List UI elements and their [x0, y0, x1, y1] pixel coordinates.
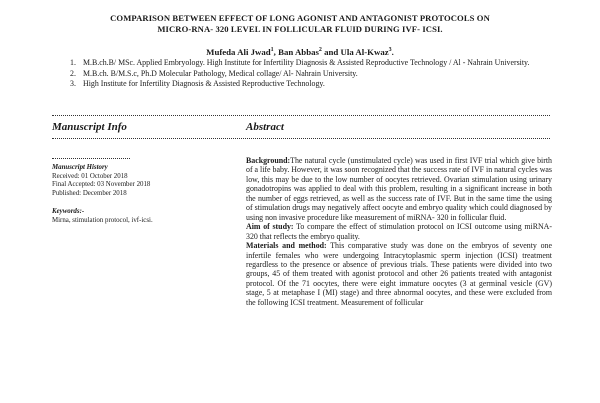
- paper-title: [60, 13, 540, 35]
- affiliation-list: [70, 58, 548, 90]
- affiliation-number: 1.: [70, 58, 76, 67]
- affiliation-text: M.B.ch. B/M.S.c, Ph.D Molecular Pathology, Medical collage/ Al- Nahrain University.: [83, 68, 358, 78]
- author-2: Ban Abbas: [278, 46, 319, 57]
- abstract-background: [246, 156, 552, 222]
- affiliation-item: [70, 58, 548, 69]
- author-3: Ula Al-Kwaz: [340, 46, 389, 57]
- history-label: Manuscript History: [52, 164, 108, 171]
- affiliation-item: [70, 69, 548, 80]
- affiliation-item: [70, 79, 548, 90]
- affiliation-number: 3.: [70, 79, 76, 89]
- methods-label: Materials and method:: [246, 241, 327, 251]
- methods-text: This comparative study was done on the embryos of seventy one infertile females who were undergoing Intracytoplasmic sperm injection (ICSI) treatment regardless to the presence or absence of previous trials. These patients were divided into two groups, 45 of them treated with agonist protocol and other 26 patients treated with antagonist protocol. Of the 71 oocytes, there were eight immature oocytes (3 at germinal vesicle (GV) stage, 5 at metaphase I (MI) stage) and three abnormal oocytes, and these were excluded from the following ICSI treatment. Measurement of follicular: [246, 241, 552, 307]
- keywords-value: Mirna, stimulation protocol, ivf-icsi.: [52, 216, 153, 224]
- section-divider-top: [52, 115, 550, 116]
- section-divider-bottom: [52, 138, 550, 139]
- abstract-methods: [246, 241, 552, 307]
- background-label: Background:: [246, 156, 291, 165]
- author-1: Mufeda Ali Jwad: [206, 46, 271, 57]
- author-list: Mufeda Ali Jwad$^1$, Ban Abbas$^2$ and Ula Al-Kwaz$^3$.: [206, 46, 394, 57]
- aim-text: To compare the effect of stimulation protocol on ICSI outcome using miRNA- 320 that reflects the embryo quality.: [246, 222, 553, 241]
- title-line-2: MICRO-RNA- 320 LEVEL IN FOLLICULAR FLUID DURING IVF- ICSI.: [157, 24, 443, 34]
- affiliation-text: High Institute for Infertility Diagnosis & Assisted Reproductive Technology.: [83, 79, 325, 89]
- affiliation-number: 2.: [70, 68, 76, 78]
- author-separator-2: and: [321, 46, 341, 57]
- info-dotted-divider: [52, 158, 130, 159]
- title-line-1: COMPARISON BETWEEN EFFECT OF LONG AGONIST AND ANTAGONIST PROTOCOLS ON: [110, 13, 490, 23]
- keywords-label: Keywords:-: [52, 208, 85, 216]
- author-separator-1: ,: [273, 46, 279, 57]
- author-3-affil: 3: [388, 47, 392, 53]
- abstract-aim: [246, 222, 552, 241]
- manuscript-info-heading: Manuscript Info: [52, 121, 127, 133]
- manuscript-info-panel: [52, 158, 232, 226]
- aim-label: Aim of study:: [246, 222, 294, 232]
- author-1-affil: 1: [270, 47, 274, 53]
- accepted-date: Final Accepted: 03 November 2018: [52, 181, 151, 189]
- affiliation-text: M.B.ch.B/ MSc. Applied Embryology. High Institute for Infertility Diagnosis & Assisted Reproductive Technology / Al - Nahrain University.: [83, 58, 530, 67]
- published-date: Published: December 2018: [52, 189, 127, 197]
- background-text: The natural cycle (unstimulated cycle) was used in first IVF trial which give birth of a life baby. However, it was soon recognized that the success rate of IVF in natural cycles was low, this may be due to the low number of oocytes retrieved. Ovarian stimulation using urinary gonadotropins was applied to deal with this problem, resulting in a significant increase in both the number of eggs retrieved, as well as the success rate of IVF. But in the same time the using of stimulation drugs may negatively affect oocyte and embryo quality which could diagnosed by using non invasive procedure like measurement of miRNA- 320 in follicular fluid.: [246, 156, 552, 222]
- author-2-affil: 2: [318, 47, 322, 53]
- received-date: Received: 01 October 2018: [52, 172, 128, 180]
- abstract-heading: Abstract: [246, 121, 284, 133]
- abstract-body: [246, 156, 552, 307]
